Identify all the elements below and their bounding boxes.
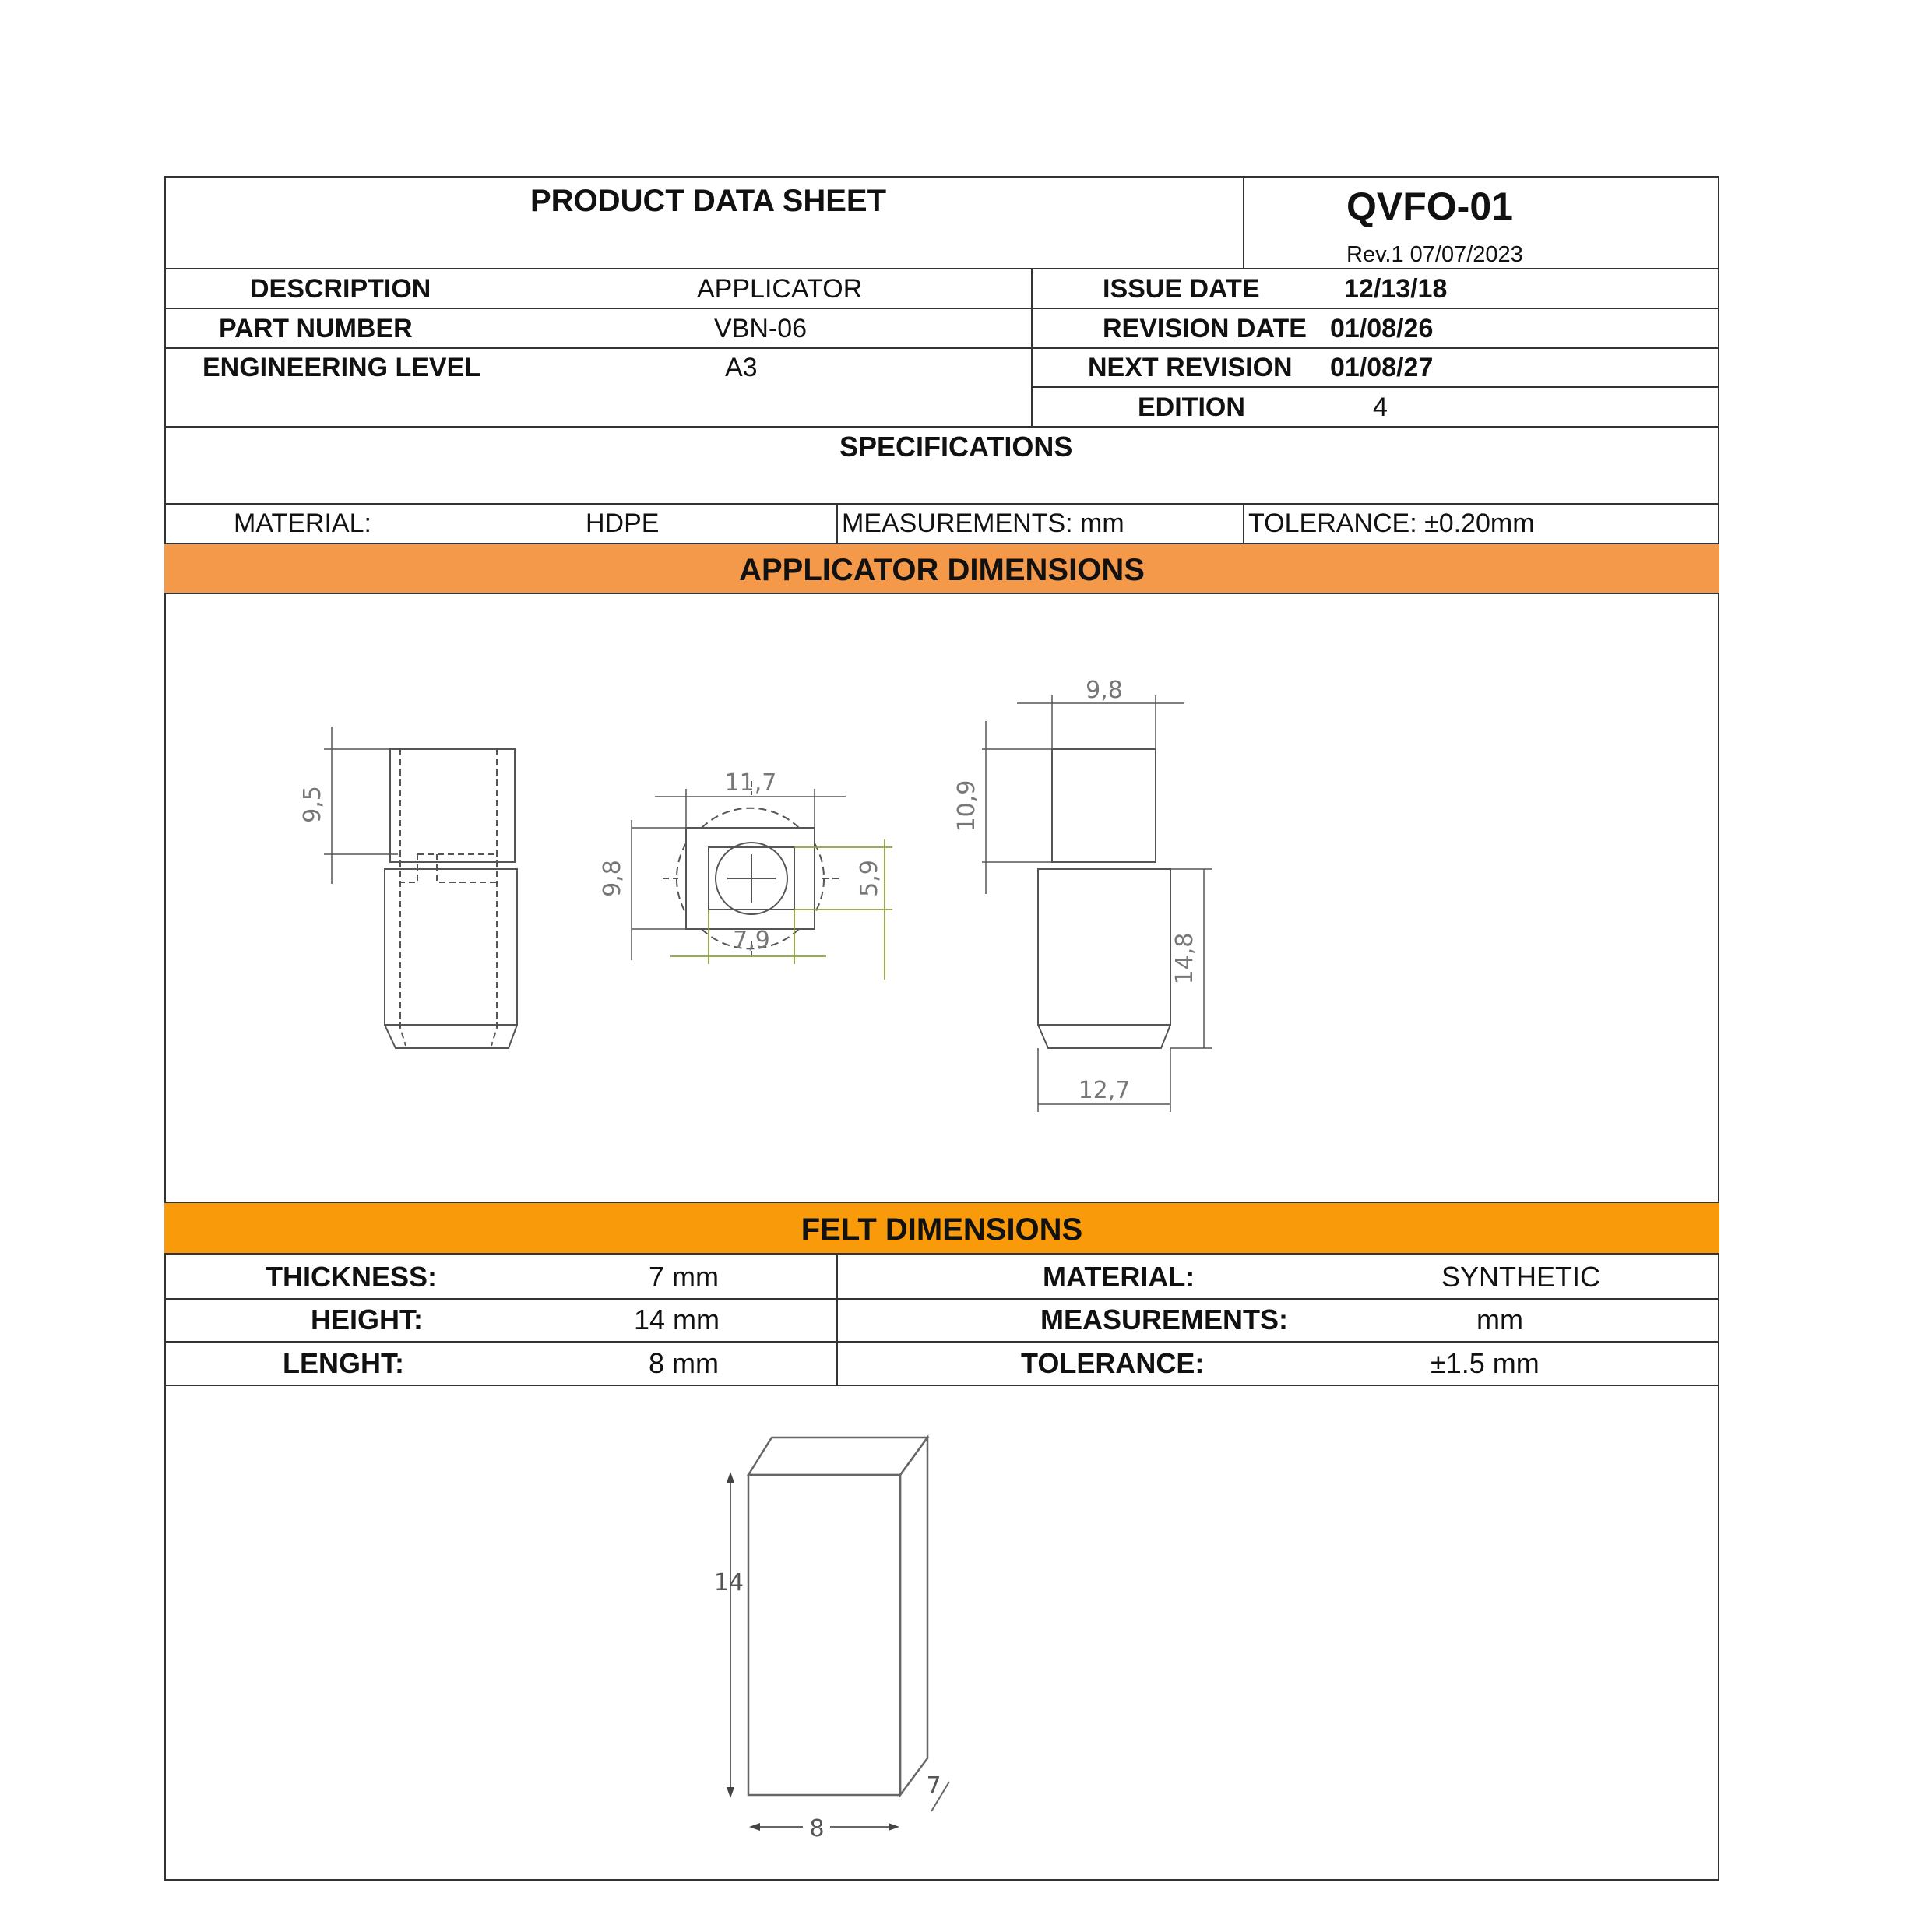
sheet-title: PRODUCT DATA SHEET (530, 184, 887, 218)
dim-mid-height: 9,8 (599, 860, 626, 897)
row-divider (164, 308, 1719, 309)
felt-measurements-value: mm (1476, 1304, 1523, 1336)
product-data-sheet (164, 176, 1719, 1881)
applicator-drawing (164, 594, 1719, 1202)
spec-tolerance: TOLERANCE: ±0.20mm (1248, 509, 1535, 538)
dim-mid-inner-height: 5,9 (856, 860, 883, 897)
felt-length-value: 8 mm (649, 1347, 719, 1379)
felt-height-label: HEIGHT: (311, 1304, 423, 1336)
row-divider (164, 426, 1719, 428)
felt-length-label: LENGHT: (283, 1347, 404, 1379)
row-divider (164, 1298, 1719, 1300)
dim-right-bottom-width: 12,7 (1078, 1077, 1131, 1104)
applicator-front-view (982, 695, 1212, 1112)
felt-material-label: MATERIAL: (1043, 1261, 1195, 1293)
row-divider (164, 347, 1719, 349)
dim-mid-width: 11,7 (724, 769, 777, 797)
column-divider (1031, 268, 1033, 426)
part-number-value: VBN-06 (714, 314, 808, 343)
felt-measurements-label: MEASUREMENTS: (1040, 1304, 1289, 1336)
felt-dimensions-band (164, 1202, 1719, 1255)
column-divider (836, 1255, 838, 1385)
engineering-level-label: ENGINEERING LEVEL (202, 353, 481, 382)
edition-value: 4 (1373, 392, 1388, 422)
row-divider (164, 503, 1719, 505)
dim-right-bottom-height: 14,8 (1171, 932, 1198, 985)
spec-material-value: HDPE (586, 509, 660, 538)
applicator-dimensions-band (164, 543, 1719, 594)
revision-note: Rev.1 07/07/2023 (1346, 242, 1523, 267)
description-value: APPLICATOR (697, 274, 863, 304)
felt-material-value: SYNTHETIC (1441, 1261, 1601, 1293)
applicator-dimensions-title: APPLICATOR DIMENSIONS (739, 553, 1145, 587)
felt-block (748, 1438, 927, 1795)
next-revision-value: 01/08/27 (1330, 353, 1434, 382)
issue-date-value: 12/13/18 (1344, 274, 1448, 304)
engineering-level-value: A3 (725, 353, 758, 382)
felt-thickness-value: 7 mm (649, 1261, 719, 1293)
felt-dim-depth: 7 (926, 1772, 941, 1800)
specifications-title: SPECIFICATIONS (839, 431, 1073, 463)
row-divider (164, 268, 1719, 269)
edition-label: EDITION (1138, 392, 1245, 422)
spec-measurements: MEASUREMENTS: mm (842, 509, 1124, 538)
applicator-side-view (324, 727, 517, 1048)
next-revision-label: NEXT REVISION (1088, 353, 1293, 382)
row-divider (1031, 386, 1719, 388)
part-number-label: PART NUMBER (219, 314, 413, 343)
felt-dimensions-title: FELT DIMENSIONS (801, 1212, 1083, 1247)
dim-left-height: 9,5 (299, 786, 326, 823)
column-divider (836, 503, 838, 543)
felt-drawing (164, 1385, 1719, 1879)
felt-dim-width: 8 (809, 1815, 825, 1842)
felt-tolerance-value: ±1.5 mm (1431, 1347, 1540, 1379)
spec-material-label: MATERIAL: (234, 509, 371, 538)
column-divider (1243, 503, 1244, 543)
felt-tolerance-label: TOLERANCE: (1021, 1347, 1205, 1379)
document-code: QVFO-01 (1346, 185, 1513, 228)
felt-height-value: 14 mm (634, 1304, 720, 1336)
felt-thickness-label: THICKNESS: (266, 1261, 438, 1293)
revision-date-label: REVISION DATE (1103, 314, 1307, 343)
dim-right-top-width: 9,8 (1086, 677, 1123, 704)
row-divider (164, 1341, 1719, 1343)
revision-date-value: 01/08/26 (1330, 314, 1434, 343)
dim-right-top-height: 10,9 (953, 779, 980, 832)
issue-date-label: ISSUE DATE (1103, 274, 1260, 304)
dim-mid-inner-width: 7,9 (733, 927, 770, 954)
header-divider (1243, 176, 1244, 268)
description-label: DESCRIPTION (250, 274, 431, 304)
felt-dim-height: 14 (713, 1569, 744, 1596)
